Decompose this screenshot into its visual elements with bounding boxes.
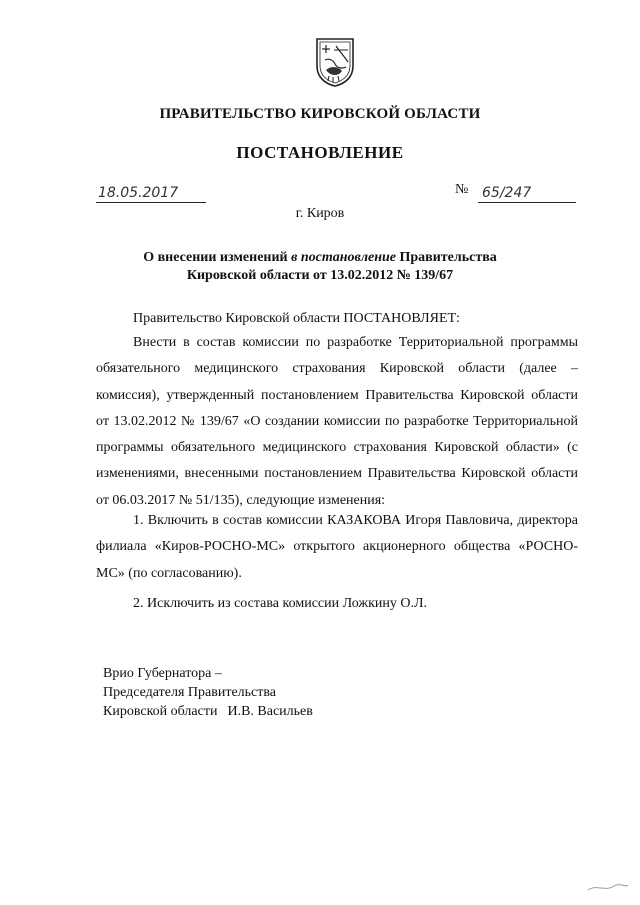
signature-line-2: Председателя Правительства (103, 685, 277, 700)
signature-line-1: Врио Губернатора – (103, 666, 222, 681)
document-date: 18.05.2017 (96, 184, 206, 203)
signature-line-3 (103, 702, 313, 721)
signature-block (103, 664, 313, 721)
resolution-item-2: 2. Исключить из состава комиссии Ложкину О.Л. (133, 596, 427, 611)
coat-of-arms-emblem (314, 36, 356, 88)
title-part-1: О внесении изменений (143, 250, 288, 265)
title-part-3: Правительства (399, 250, 497, 265)
signatory-name: И.В. Васильев (227, 704, 313, 719)
government-name: ПРАВИТЕЛЬСТВО КИРОВСКОЙ ОБЛАСТИ (159, 106, 481, 122)
signature-region: Кировской области (103, 704, 218, 719)
document-city: г. Киров (295, 206, 345, 221)
number-label: № (455, 182, 469, 197)
document-type: ПОСТАНОВЛЕНИЕ (236, 143, 404, 162)
title-part-2: в постановление (291, 250, 396, 265)
resolution-preamble: Правительство Кировской области ПОСТАНОВЛЯЕТ: (133, 311, 460, 326)
scan-mark-icon (586, 880, 630, 894)
document-title (100, 249, 540, 285)
title-line-2: Кировской области от 13.02.2012 № 139/67 (186, 268, 454, 283)
document-number: 65/247 (478, 184, 576, 203)
resolution-item-1: 1. Включить в состав комиссии КАЗАКОВА Игоря Павловича, директора филиала «Киров-РОСНО-МС» открытого акционерного общества «РОСНО-МС» (по согласованию). (96, 513, 578, 581)
resolution-paragraph: Внести в состав комиссии по разработке Территориальной программы обязательного медицинского страхования Кировской области (далее – комиссия), утвержденный постановлением Правительства Кировской области от 13.02.2012 № 139/67 «О создании комиссии по разработке Территориальной программы обязательного медицинского страхования Кировской области» (с изменениями, внесенными постановлением Правительства Кировской области от 06.03.2017 № 51/135), следующие изменения: (96, 335, 578, 508)
